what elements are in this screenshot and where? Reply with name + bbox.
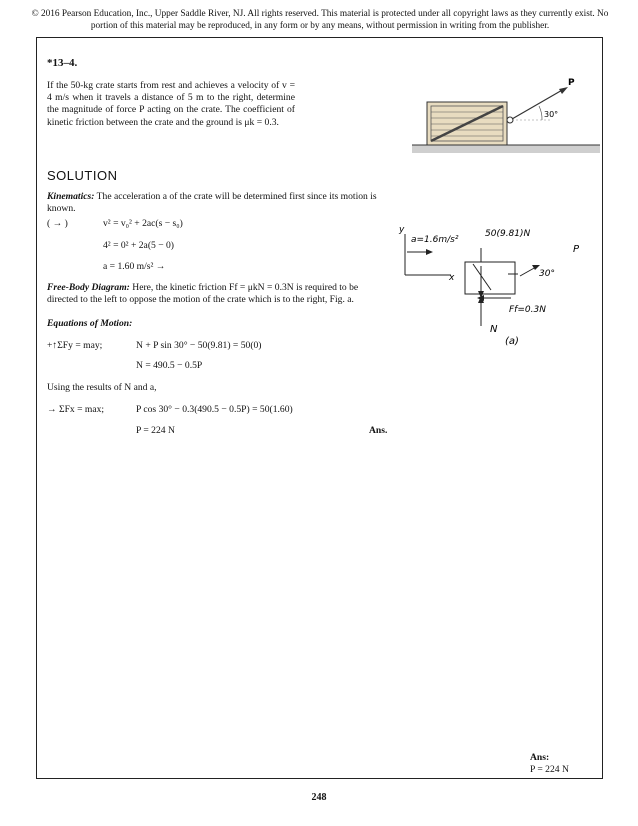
kinematics-paragraph (47, 191, 390, 215)
fbd-axis-y: y (399, 225, 405, 235)
eom2-prefix: → ΣFx = max; (47, 404, 105, 415)
answer-inline: Ans. (369, 425, 388, 436)
kin-eq3: a = 1.60 m/s² → (103, 261, 166, 272)
eom1-prefix: +↑ΣFy = may; (47, 340, 103, 351)
using-text: Using the results of N and a, (47, 382, 157, 393)
force-arrow (559, 87, 568, 94)
fbd-normal: N (490, 324, 498, 335)
problem-number: *13–4. (47, 57, 78, 69)
solution-heading: SOLUTION (47, 168, 118, 183)
angle-label: 30° (544, 110, 559, 119)
fbd-force-p: P (573, 244, 580, 255)
eom1-eq2: N = 490.5 − 0.5P (136, 360, 203, 371)
kin-eq-prefix: ( → ) (47, 218, 68, 229)
force-p-label: P (568, 78, 575, 88)
problem-statement: If the 50-kg crate starts from rest and achieves a velocity of v = 4 m/s when it travels a distance of 5 m to the right, determine the magnitude of force P acting on the crate. The coefficient of kinetic friction between the crate and the ground is μk = 0.3. (47, 80, 295, 128)
crate-figure (412, 75, 602, 160)
fbd-axis-x: x (449, 273, 455, 283)
eom1-eq1: N + P sin 30° − 50(9.81) = 50(0) (136, 340, 262, 351)
ground-hatch (412, 145, 600, 153)
fbd-label: Free-Body Diagram: (47, 282, 130, 293)
fbd-fig-label: (a) (505, 336, 519, 347)
page-number: 248 (311, 792, 327, 803)
kinematics-text: The acceleration a of the crate will be determined first since its motion is known. (47, 191, 377, 215)
kinematics-label: Kinematics: (47, 191, 95, 202)
kin-eq1: v² = v₀² + 2ac(s − s₀) (103, 218, 183, 229)
angle-arc (539, 106, 542, 120)
answer-box-label: Ans: (530, 752, 550, 763)
answer-box-value: P = 224 N (530, 764, 569, 775)
copyright-notice: © 2016 Pearson Education, Inc., Upper Saddle River, NJ. All rights reserved. This material is protected under all copyright laws as they currently exist. No portion of this material may be reproduced, in any form or by any means, without permission in writing from the publisher. (31, 9, 609, 31)
fbd-paragraph (47, 282, 390, 306)
eom2-eq1: P cos 30° − 0.3(490.5 − 0.5P) = 50(1.60) (136, 404, 293, 415)
fbd-text: Here, the kinetic friction Ff = μkN = 0.3N is required to be directed to the left to oppose the motion of the crate which is to the right, Fig. a. (47, 282, 359, 306)
fbd-sketch (393, 218, 593, 348)
fbd-angle: 30° (539, 269, 555, 279)
crate (427, 102, 507, 145)
fbd-weight: 50(9.81)N (485, 229, 531, 239)
eom2-eq2: P = 224 N (136, 425, 175, 436)
fbd-accel: a=1.6m/s² (411, 235, 459, 245)
kin-eq2: 4² = 0² + 2a(5 − 0) (103, 240, 175, 251)
fbd-friction: Ff=0.3N (509, 305, 546, 315)
eom-label: Equations of Motion: (47, 318, 133, 329)
